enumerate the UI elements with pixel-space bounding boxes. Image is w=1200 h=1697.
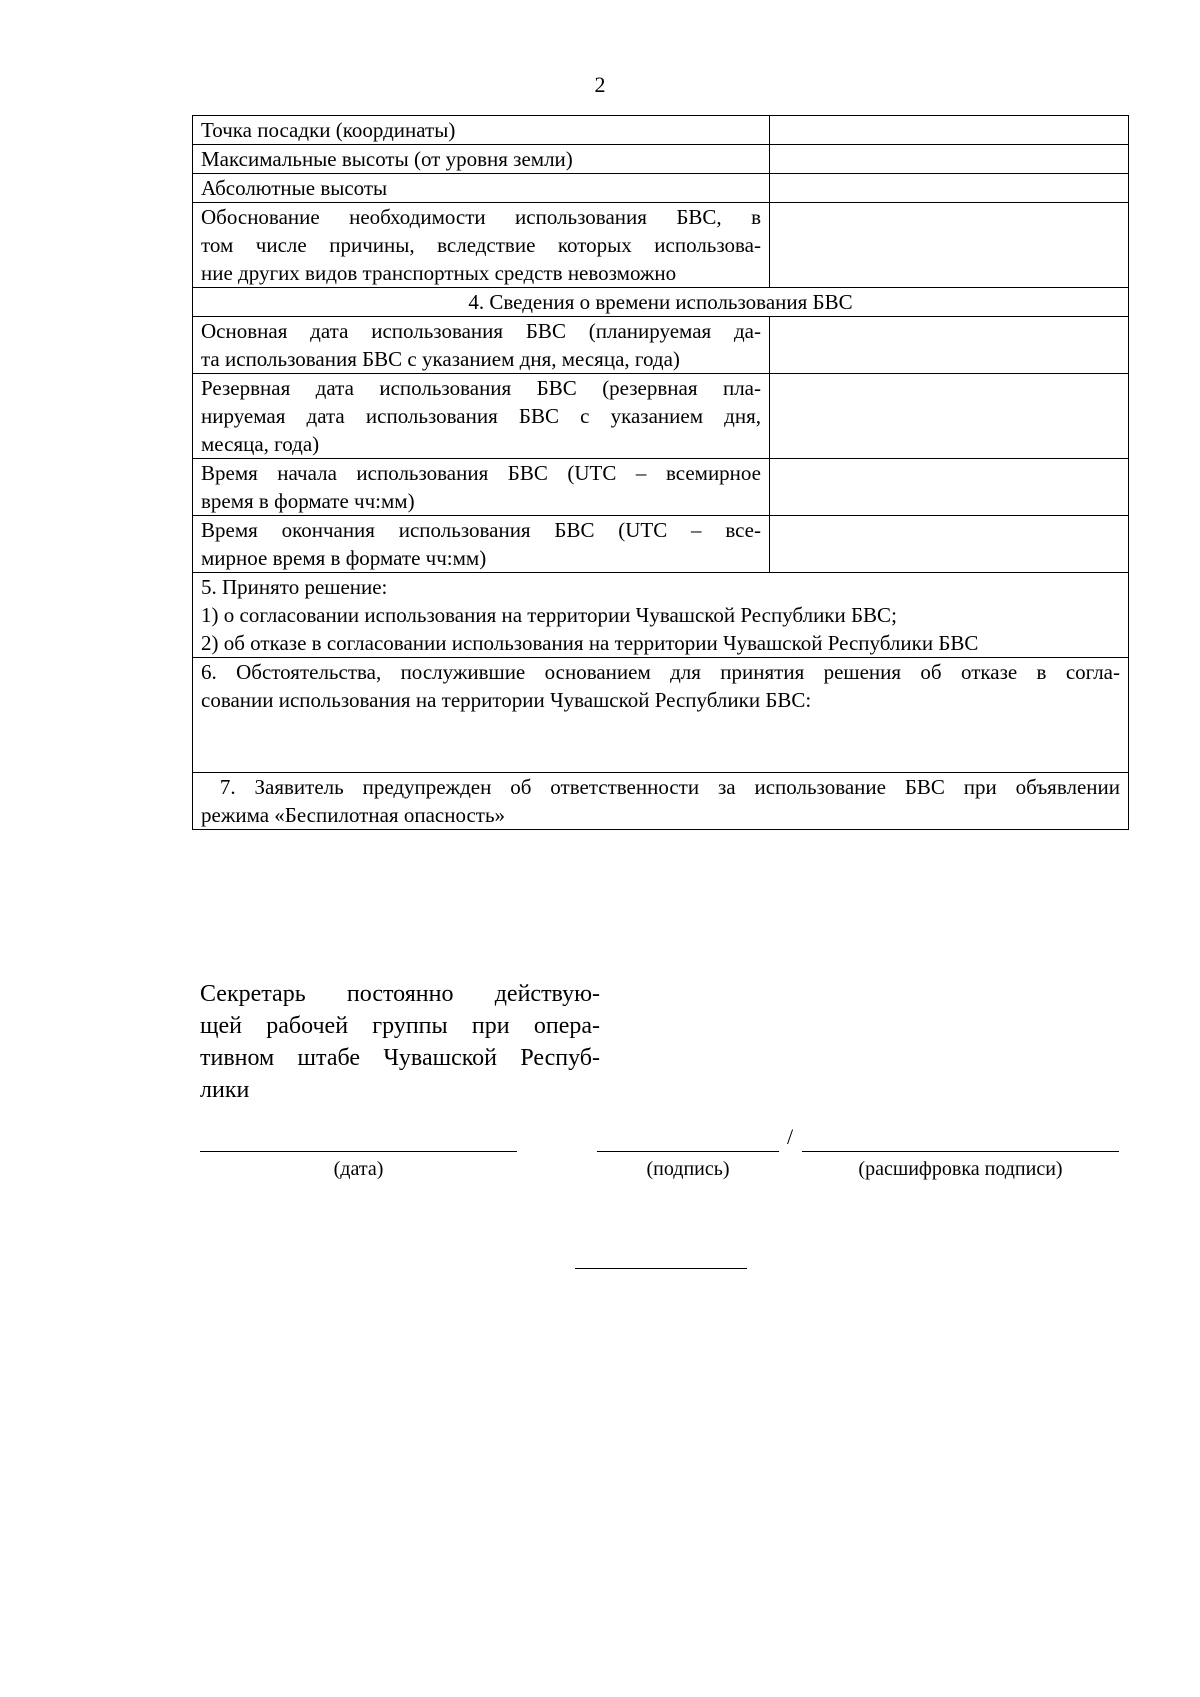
table-row [193, 573, 1129, 658]
section7-warning [193, 773, 1129, 830]
table-row [193, 658, 1129, 773]
table-row [193, 773, 1129, 830]
table-row [193, 459, 1129, 516]
section7-line: режима «Беспилотная опасность» [201, 803, 506, 827]
secretary-title [200, 978, 600, 1106]
section6-line: совании использования на территории Чувашской Республики БВС: [201, 688, 812, 712]
justification-value [770, 203, 1129, 288]
end-time-line: мирное время в формате чч:мм) [201, 546, 487, 570]
section6-circumstances [193, 658, 1129, 773]
decode-caption: (расшифровка подписи) [858, 1158, 1063, 1180]
secretary-line: Секретарь постоянно действую- [200, 981, 600, 1007]
max-heights-label: Максимальные высоты (от уровня земли) [193, 145, 770, 174]
table-row [193, 374, 1129, 459]
secretary-line: лики [200, 1077, 250, 1103]
section5-line: 1) о согласовании использования на территории Чувашской Республики БВС; [201, 603, 897, 627]
date-line [200, 1151, 517, 1152]
table-row [193, 317, 1129, 374]
main-date-label [193, 317, 770, 374]
landing-point-label: Точка посадки (координаты) [193, 116, 770, 145]
section4-header: 4. Сведения о времени использования БВС [193, 288, 1129, 317]
start-time-value [770, 459, 1129, 516]
reserve-date-line: Резервная дата использования БВС (резервная пла- [201, 376, 761, 400]
form-table [192, 115, 1129, 830]
section5-decision [193, 573, 1129, 658]
page-number: 2 [594, 72, 606, 97]
justification-line: Обоснование необходимости использования БВС, в [201, 205, 761, 229]
reserve-date-line: месяца, года) [201, 432, 320, 456]
reserve-date-label [193, 374, 770, 459]
absolute-heights-value [770, 174, 1129, 203]
section5-line: 5. Принято решение: [201, 575, 388, 599]
section7-line: 7. Заявитель предупрежден об ответственности за использование БВС при объявлении [201, 775, 1120, 799]
table-row [193, 174, 1129, 203]
end-time-label [193, 516, 770, 573]
justification-label [193, 203, 770, 288]
secretary-line: щей рабочей группы при опера- [200, 1013, 600, 1039]
section6-line: 6. Обстоятельства, послужившие основанием для принятия решения об отказе в согла- [201, 660, 1120, 684]
landing-point-value [770, 116, 1129, 145]
start-time-line: время в формате чч:мм) [201, 489, 415, 513]
main-date-line: та использования БВС с указанием дня, месяца, года) [201, 347, 680, 371]
table-row [193, 203, 1129, 288]
max-heights-value [770, 145, 1129, 174]
start-time-line: Время начала использования БВС (UTC – всемирное [201, 461, 761, 485]
signature-slash: / [787, 1124, 794, 1149]
end-time-value [770, 516, 1129, 573]
main-date-value [770, 317, 1129, 374]
absolute-heights-label: Абсолютные высоты [193, 174, 770, 203]
table-row [193, 145, 1129, 174]
table-row [193, 516, 1129, 573]
justification-line: том числе причины, вследствие которых использова- [201, 233, 761, 257]
signature-line [597, 1151, 779, 1152]
reserve-date-value [770, 374, 1129, 459]
main-date-line: Основная дата использования БВС (планируемая да- [201, 319, 761, 343]
reserve-date-line: нируемая дата использования БВС с указанием дня, [201, 404, 761, 428]
start-time-label [193, 459, 770, 516]
date-caption: (дата) [333, 1158, 384, 1180]
decode-line [802, 1151, 1119, 1152]
signature-caption: (подпись) [646, 1158, 730, 1180]
section5-line: 2) об отказе в согласовании использования на территории Чувашской Республики БВС [201, 631, 979, 655]
secretary-line: тивном штабе Чувашской Респуб- [200, 1045, 600, 1071]
justification-line: ние других видов транспортных средств невозможно [201, 261, 677, 285]
table-row [193, 288, 1129, 317]
end-time-line: Время окончания использования БВС (UTC – все- [201, 518, 761, 542]
table-row [193, 116, 1129, 145]
end-separator [575, 1268, 747, 1269]
